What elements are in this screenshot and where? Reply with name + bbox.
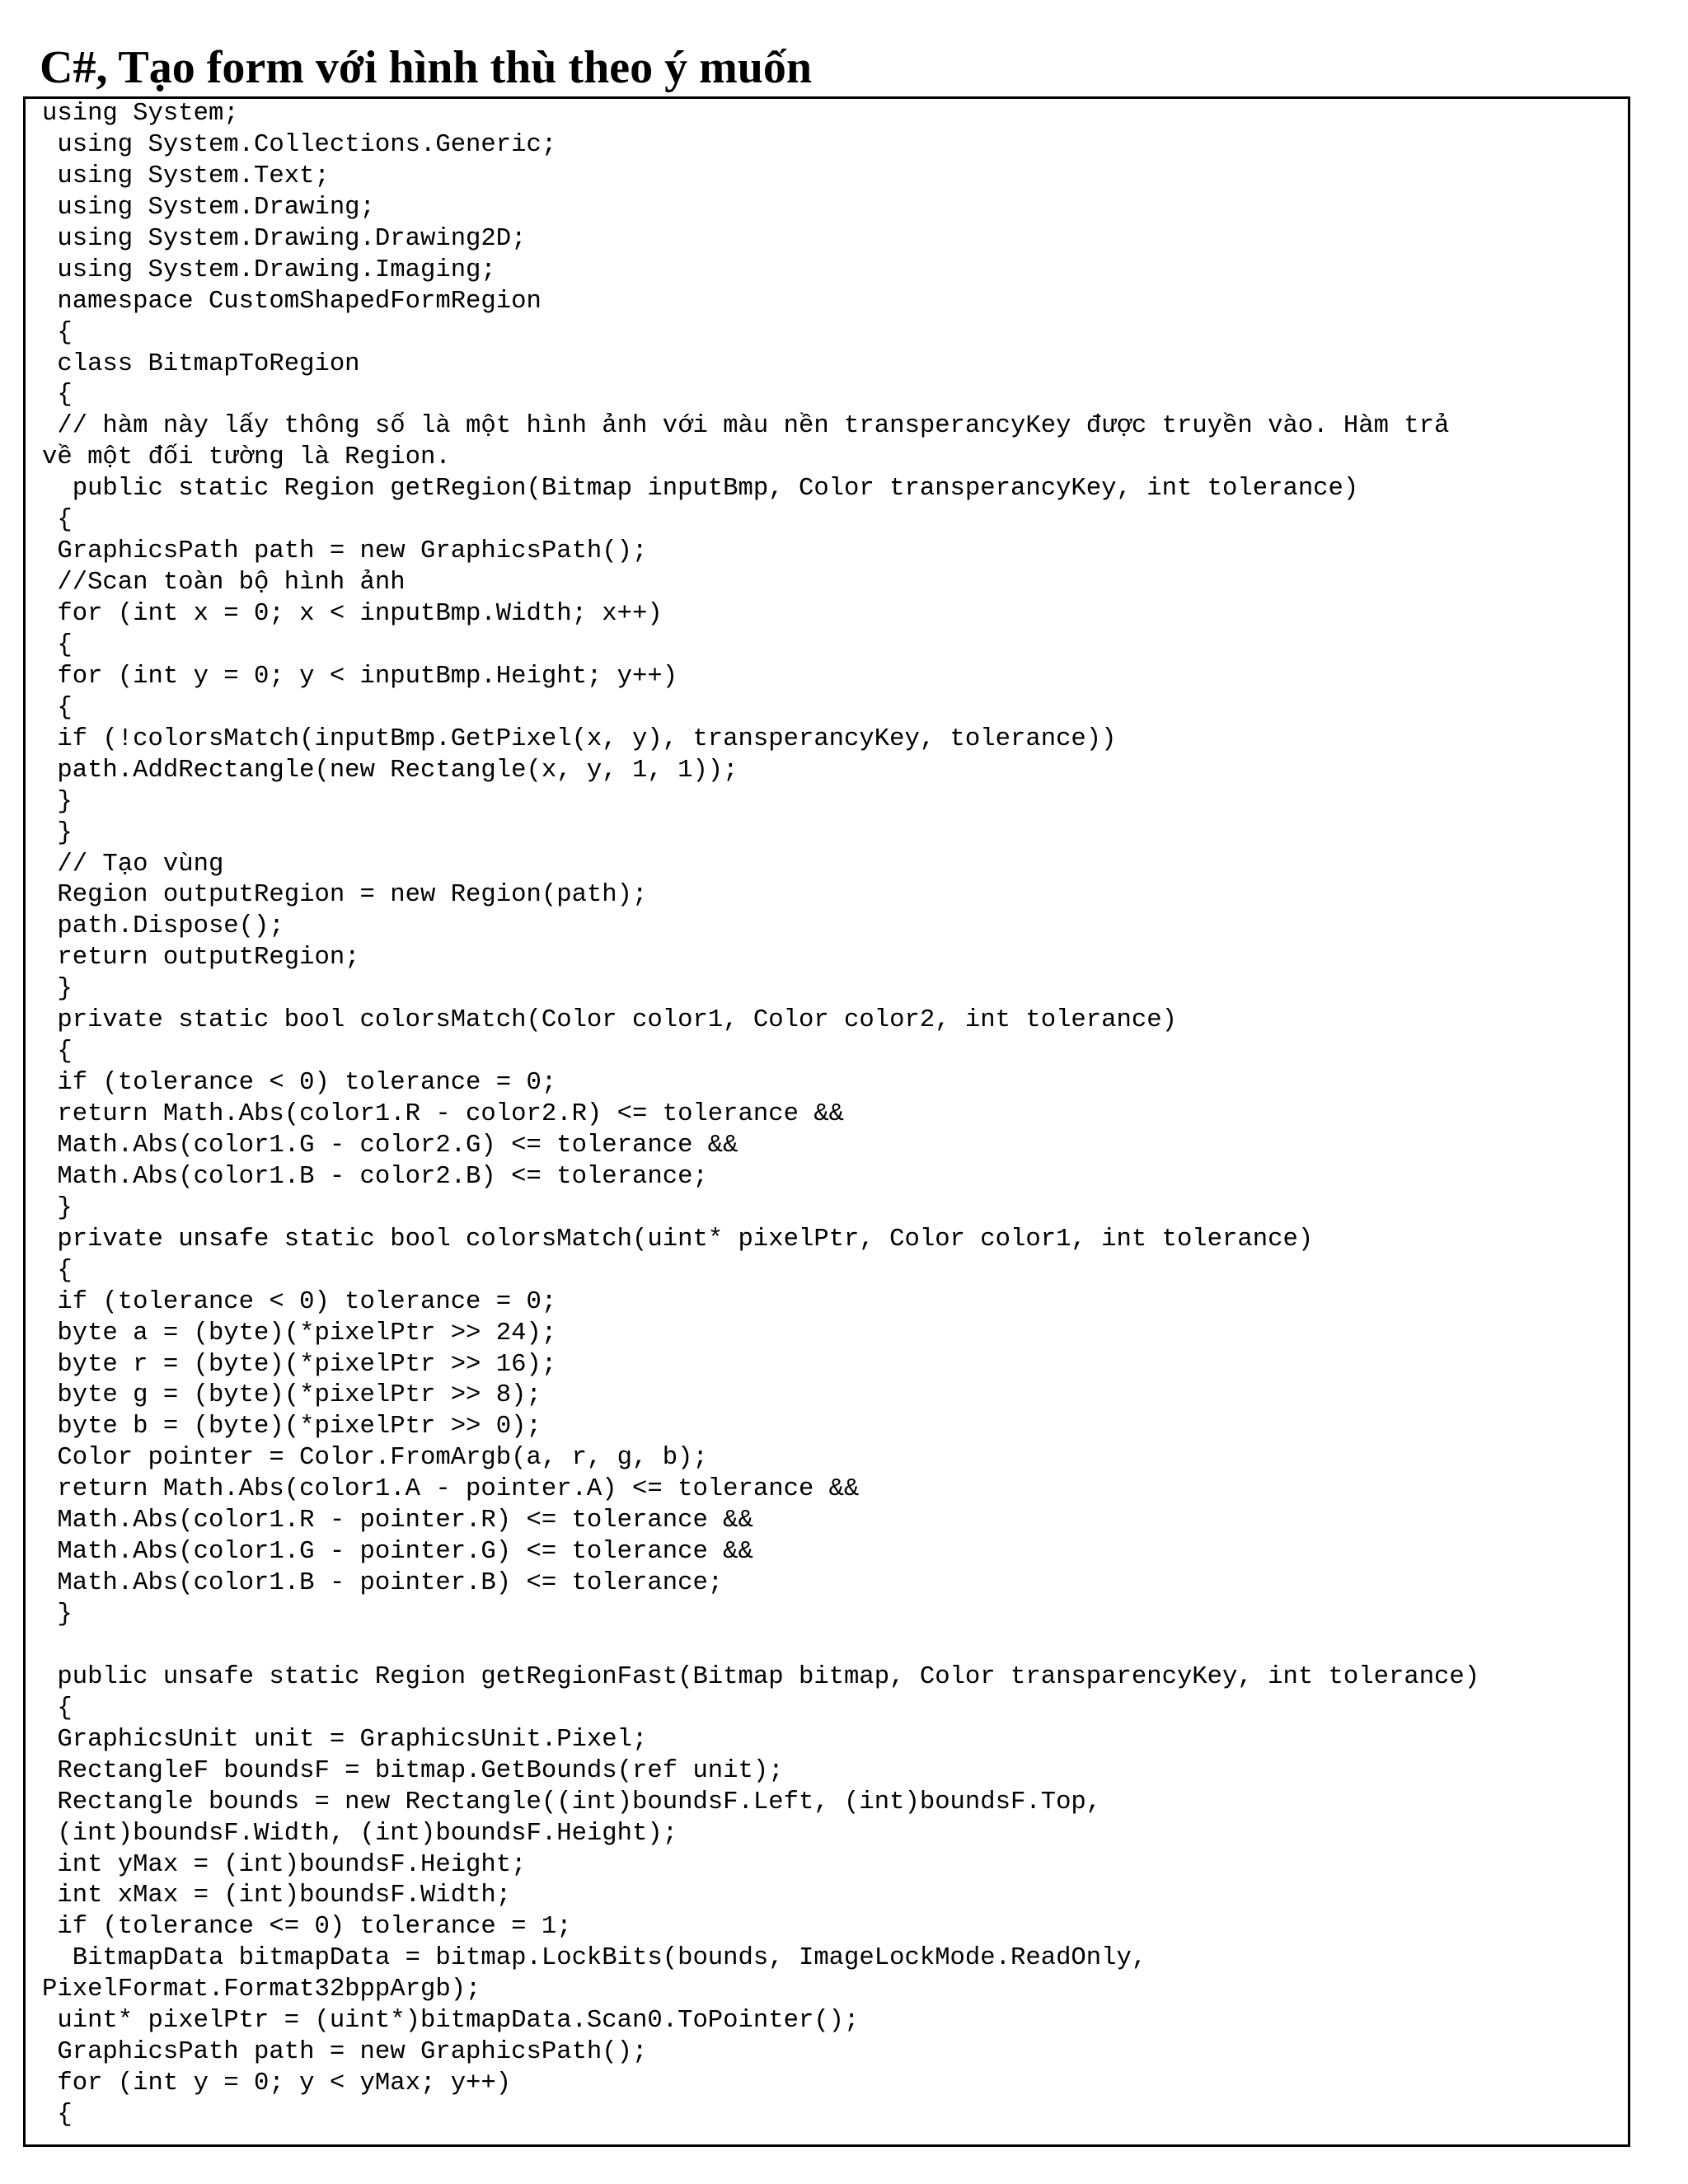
code-line: {: [42, 1038, 73, 1066]
code-line: {: [42, 693, 73, 722]
code-line: using System.Collections.Generic;: [42, 130, 557, 159]
code-line: {: [42, 1256, 73, 1285]
code-line: if (tolerance < 0) tolerance = 0;: [42, 1069, 557, 1098]
code-line: return Math.Abs(color1.A - pointer.A) <= tolerance &&: [42, 1475, 860, 1504]
code-line: if (tolerance < 0) tolerance = 0;: [42, 1287, 557, 1316]
code-line: }: [42, 975, 73, 1004]
code-line: Color pointer = Color.FromArgb(a, r, g, b);: [42, 1444, 708, 1473]
code-line: {: [42, 381, 73, 410]
code-line: using System.Drawing;: [42, 193, 375, 222]
code-line: (int)boundsF.Width, (int)boundsF.Height);: [42, 1819, 678, 1848]
code-line: }: [42, 787, 73, 816]
code-line: GraphicsPath path = new GraphicsPath();: [42, 537, 648, 566]
code-line: private static bool colorsMatch(Color color1, Color color2, int tolerance): [42, 1006, 1177, 1035]
code-line: Region outputRegion = new Region(path);: [42, 881, 648, 910]
code-line: namespace CustomShapedFormRegion: [42, 287, 542, 316]
code-line: {: [42, 630, 73, 659]
code-line: uint* pixelPtr = (uint*)bitmapData.Scan0.ToPointer();: [42, 2007, 860, 2036]
code-line: về một đối tường là Region.: [42, 443, 451, 472]
code-line: return outputRegion;: [42, 944, 360, 972]
code-line: Math.Abs(color1.G - color2.G) <= tolerance &&: [42, 1131, 738, 1160]
code-line: // hàm này lấy thông số là một hình ảnh với màu nền transperancyKey được truyền vào. Hàm trả: [42, 412, 1450, 441]
code-line: class BitmapToRegion: [42, 349, 360, 378]
document-title: C#, Tạo form với hình thù theo ý muốn: [40, 42, 813, 93]
code-line: }: [42, 818, 73, 847]
code-line: return Math.Abs(color1.R - color2.R) <= tolerance &&: [42, 1100, 845, 1128]
code-line: for (int y = 0; y < yMax; y++): [42, 2069, 512, 2098]
code-line: GraphicsUnit unit = GraphicsUnit.Pixel;: [42, 1725, 648, 1754]
code-line: }: [42, 1193, 73, 1222]
code-line: {: [42, 2101, 73, 2129]
code-line: if (!colorsMatch(inputBmp.GetPixel(x, y), transperancyKey, tolerance)): [42, 724, 1117, 753]
code-line: path.AddRectangle(new Rectangle(x, y, 1, 1));: [42, 756, 738, 785]
code-line: PixelFormat.Format32bppArgb);: [42, 1975, 481, 2004]
code-line: byte a = (byte)(*pixelPtr >> 24);: [42, 1319, 557, 1347]
code-line: Math.Abs(color1.G - pointer.G) <= tolerance &&: [42, 1538, 753, 1567]
code-line: {: [42, 506, 73, 535]
code-line: RectangleF boundsF = bitmap.GetBounds(ref unit);: [42, 1756, 784, 1785]
code-line: byte r = (byte)(*pixelPtr >> 16);: [42, 1350, 557, 1379]
code-line: path.Dispose();: [42, 912, 284, 941]
code-line: GraphicsPath path = new GraphicsPath();: [42, 2038, 648, 2067]
code-line: Math.Abs(color1.R - pointer.R) <= tolerance &&: [42, 1507, 753, 1535]
code-lines: [42, 99, 1628, 2131]
code-line: using System.Drawing.Imaging;: [42, 255, 496, 284]
code-line: Math.Abs(color1.B - color2.B) <= tolerance;: [42, 1162, 708, 1191]
code-line: public static Region getRegion(Bitmap inputBmp, Color transperancyKey, int tolerance): [42, 475, 1359, 504]
code-line: int xMax = (int)boundsF.Width;: [42, 1882, 512, 1910]
code-block: [23, 96, 1630, 2147]
code-line: using System.Text;: [42, 162, 330, 190]
code-line: int yMax = (int)boundsF.Height;: [42, 1850, 527, 1879]
code-line: Rectangle bounds = new Rectangle((int)boundsF.Left, (int)boundsF.Top,: [42, 1788, 1102, 1816]
code-line: for (int x = 0; x < inputBmp.Width; x++): [42, 600, 663, 628]
code-line: {: [42, 318, 73, 347]
code-line: public unsafe static Region getRegionFast(Bitmap bitmap, Color transparencyKey, int tolerance): [42, 1662, 1480, 1691]
code-line: if (tolerance <= 0) tolerance = 1;: [42, 1913, 572, 1942]
code-line: private unsafe static bool colorsMatch(uint* pixelPtr, Color color1, int tolerance): [42, 1225, 1314, 1254]
code-line: // Tạo vùng: [42, 850, 224, 879]
code-line: for (int y = 0; y < inputBmp.Height; y++): [42, 662, 678, 691]
code-line: byte b = (byte)(*pixelPtr >> 0);: [42, 1413, 542, 1441]
code-line: Math.Abs(color1.B - pointer.B) <= tolerance;: [42, 1569, 724, 1598]
code-line: //Scan toàn bộ hình ảnh: [42, 569, 406, 598]
code-line: BitmapData bitmapData = bitmap.LockBits(bounds, ImageLockMode.ReadOnly,: [42, 1944, 1147, 1973]
code-line: using System.Drawing.Drawing2D;: [42, 224, 527, 253]
code-line: byte g = (byte)(*pixelPtr >> 8);: [42, 1381, 542, 1410]
code-line: using System;: [42, 100, 239, 128]
code-line: {: [42, 1694, 73, 1722]
code-line: }: [42, 1601, 73, 1629]
code-line: [42, 1631, 1628, 1662]
